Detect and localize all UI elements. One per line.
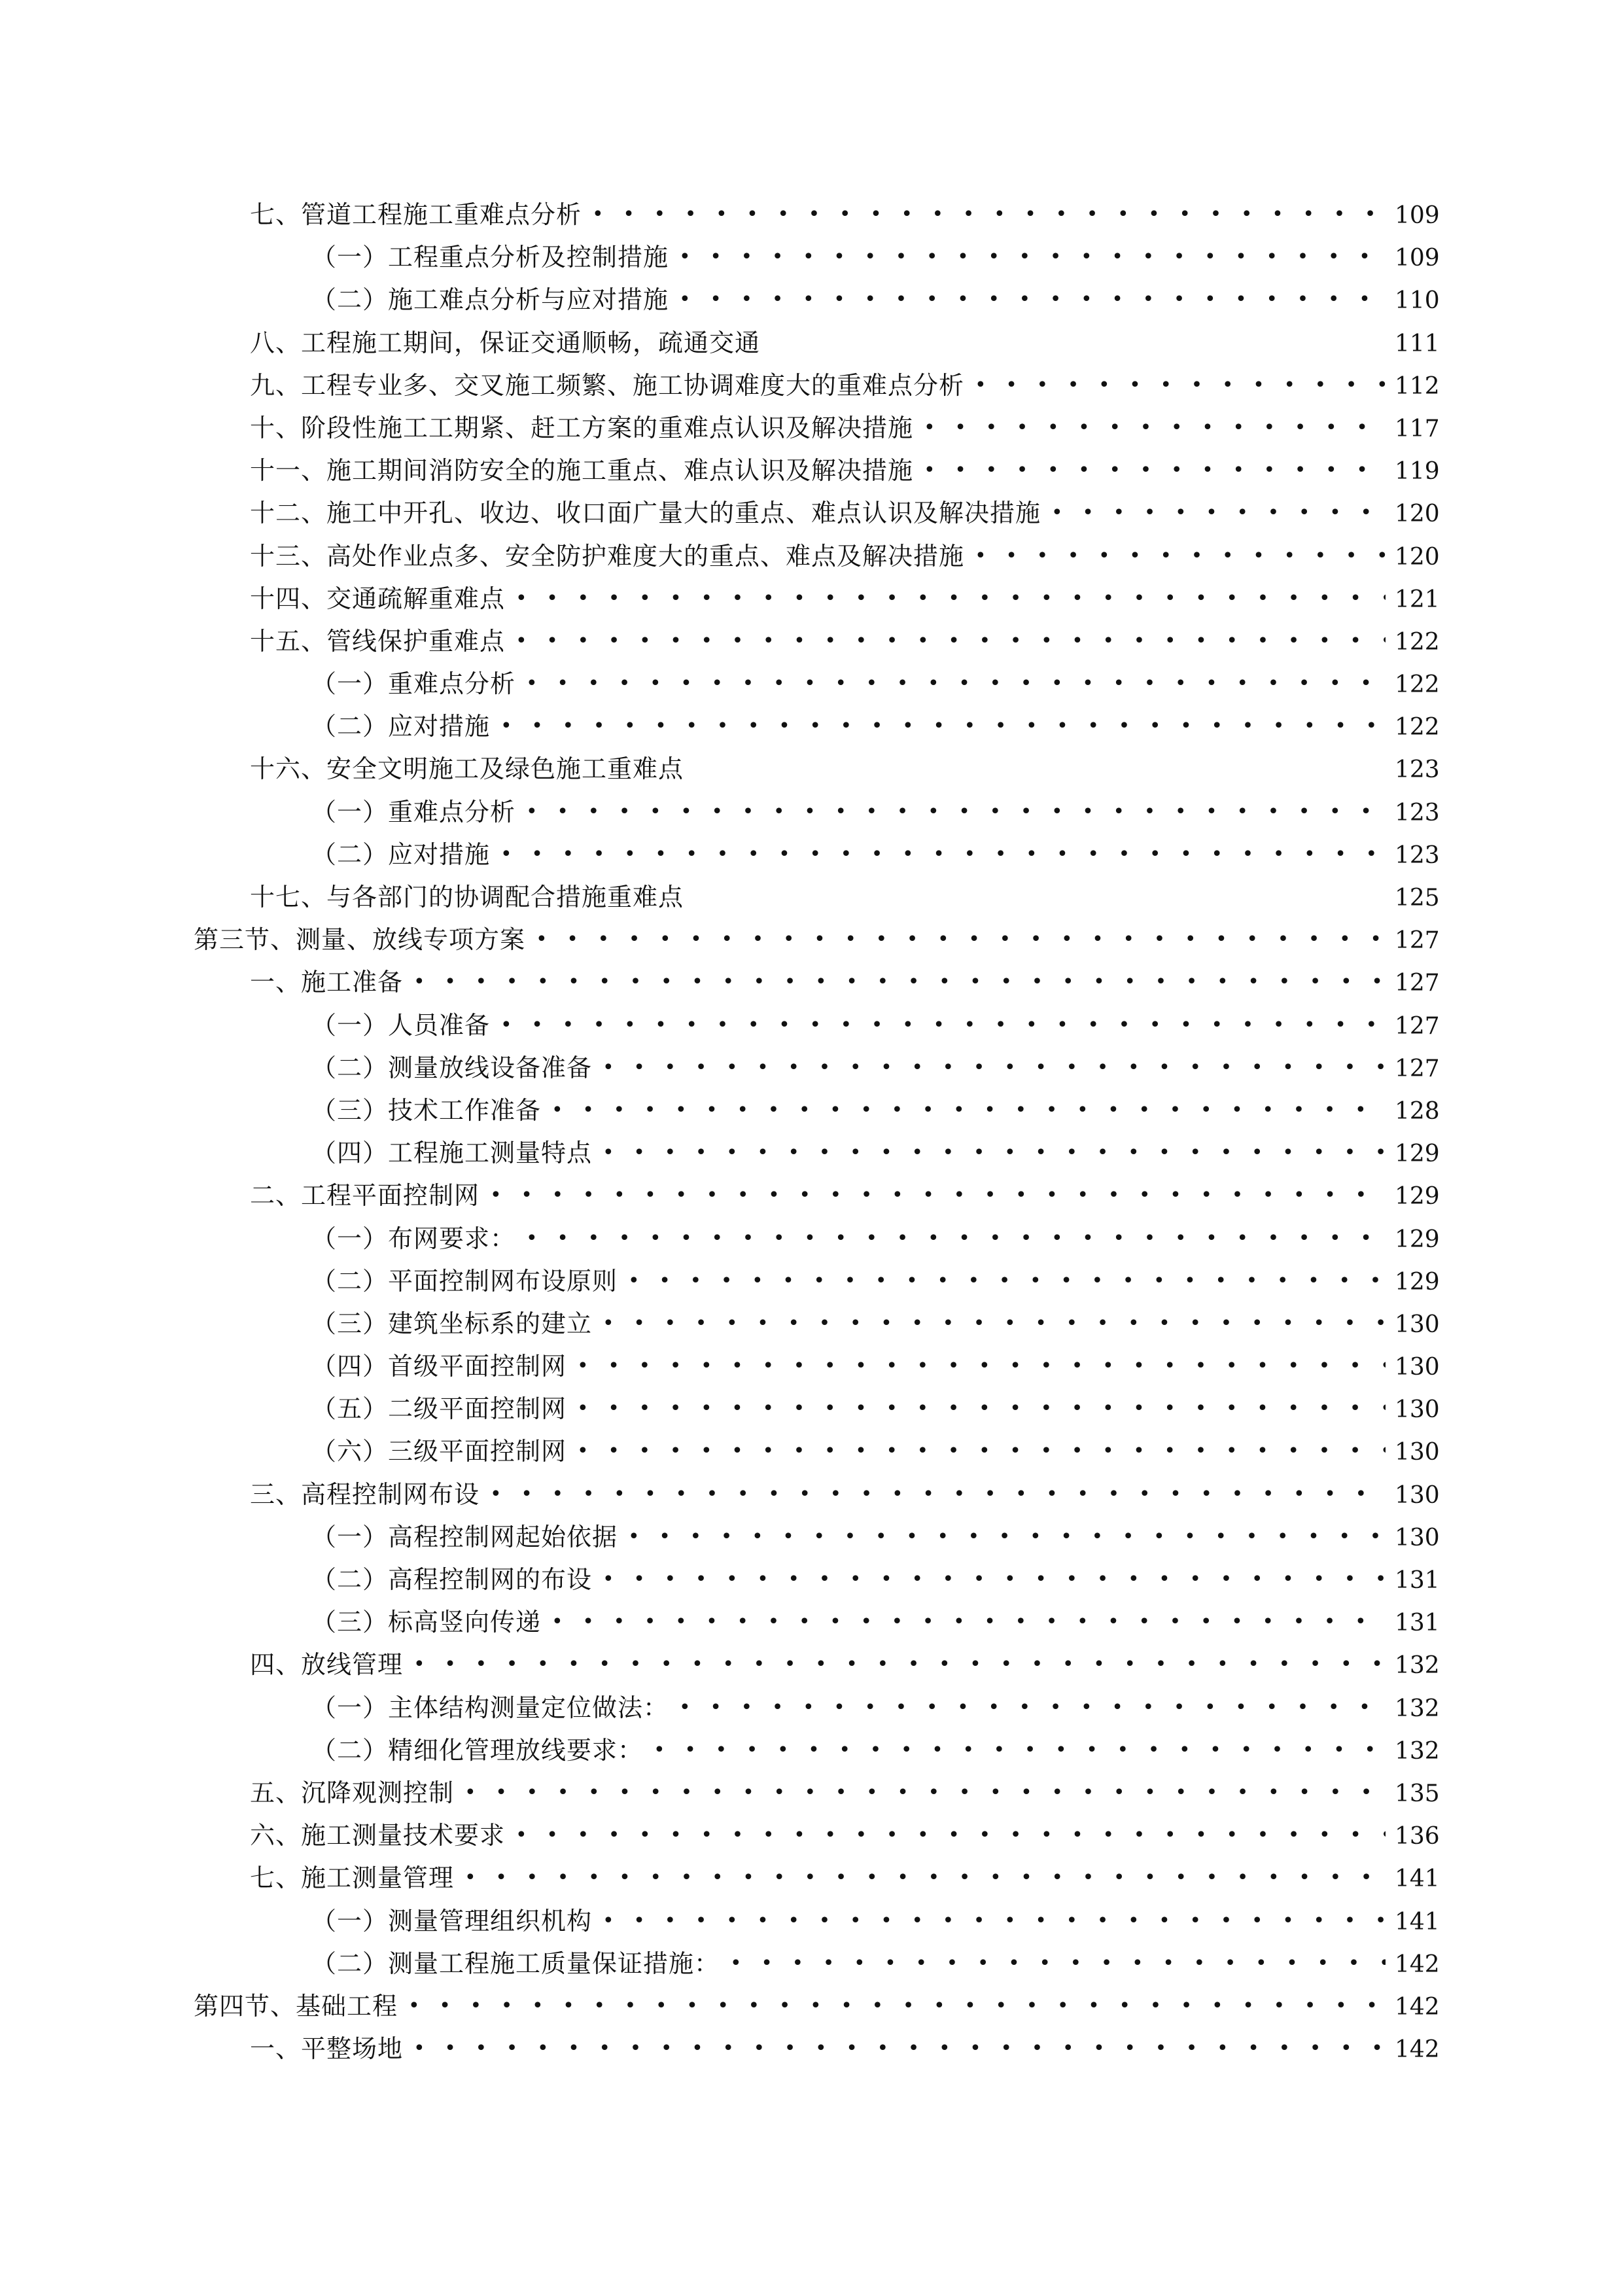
toc-entry-title: （一）工程重点分析及控制措施 <box>311 243 669 272</box>
toc-entry[interactable] <box>194 1004 1440 1047</box>
toc-entry[interactable] <box>194 1089 1440 1132</box>
toc-page-number: 121 <box>1395 586 1440 613</box>
toc-page-number: 117 <box>1395 415 1440 442</box>
toc-entry-title: （二）高程控制网的布设 <box>311 1565 593 1594</box>
toc-page-number: 130 <box>1395 1311 1440 1338</box>
toc-page-number: 119 <box>1395 458 1440 486</box>
toc-dot-leader <box>526 790 1386 833</box>
toc-page-number: 123 <box>1395 841 1440 869</box>
toc-entry[interactable] <box>194 1516 1440 1559</box>
toc-entry[interactable] <box>194 578 1440 620</box>
toc-page-number: 130 <box>1395 1396 1440 1424</box>
toc-entry[interactable] <box>194 1601 1440 1644</box>
toc-dot-leader <box>602 1131 1386 1174</box>
toc-page-number: 136 <box>1395 1823 1440 1850</box>
toc-entry[interactable] <box>194 1345 1440 1388</box>
toc-entry-title: （二）应对措施 <box>311 712 491 741</box>
toc-entry[interactable] <box>194 1218 1440 1260</box>
toc-dot-leader <box>577 1387 1386 1430</box>
toc-entry[interactable] <box>194 1474 1440 1516</box>
toc-entry-title: 十六、安全文明施工及绿色施工重难点 <box>250 754 684 784</box>
toc-page-number: 132 <box>1395 1737 1440 1765</box>
toc-entry-title: （一）主体结构测量定位做法： <box>311 1693 669 1722</box>
toc-entry[interactable] <box>194 1388 1440 1430</box>
toc-entry[interactable] <box>194 1985 1440 2028</box>
toc-dot-leader <box>500 833 1386 875</box>
toc-page-number: 129 <box>1395 1268 1440 1296</box>
toc-entry[interactable] <box>194 492 1440 535</box>
toc-dot-leader <box>1051 491 1386 534</box>
toc-page-number: 127 <box>1395 970 1440 997</box>
toc-entry-title: （四）首级平面控制网 <box>311 1352 567 1381</box>
toc-dot-leader <box>654 1729 1386 1771</box>
toc-page-number: 122 <box>1395 628 1440 656</box>
toc-dot-leader <box>515 577 1386 620</box>
toc-entry-title: 十一、施工期间消防安全的施工重点、难点认识及解决措施 <box>250 456 914 486</box>
toc-page-number: 128 <box>1395 1097 1440 1125</box>
toc-dot-leader <box>526 1217 1386 1260</box>
toc-entry[interactable] <box>194 1047 1440 1089</box>
toc-page-number: 132 <box>1395 1695 1440 1722</box>
toc-entry[interactable] <box>194 1174 1440 1217</box>
toc-dot-leader <box>975 364 1386 406</box>
toc-entry[interactable] <box>194 961 1440 1004</box>
toc-entry[interactable] <box>194 1644 1440 1686</box>
toc-page-number: 109 <box>1395 245 1440 272</box>
toc-dot-leader <box>464 1856 1386 1899</box>
toc-dot-leader <box>679 278 1386 321</box>
toc-entry[interactable] <box>194 1430 1440 1473</box>
toc-dot-leader <box>515 620 1386 662</box>
toc-entry-title: （一）重难点分析 <box>311 797 516 826</box>
toc-dot-leader <box>515 1814 1386 1856</box>
toc-entry-title: 十、阶段性施工工期紧、赶工方案的重难点认识及解决措施 <box>250 413 914 442</box>
toc-entry-title: 一、平整场地 <box>250 2034 404 2064</box>
toc-dot-leader <box>413 2027 1386 2070</box>
toc-entry[interactable] <box>194 1857 1440 1899</box>
toc-entry-title: （二）应对措施 <box>311 839 491 869</box>
toc-page-number: 130 <box>1395 1481 1440 1509</box>
toc-page-number: 141 <box>1395 1908 1440 1935</box>
toc-entry[interactable] <box>194 364 1440 407</box>
toc-page-number: 129 <box>1395 1183 1440 1210</box>
toc-page-number: 142 <box>1395 1993 1440 2021</box>
toc-entry-title: 八、工程施工期间，保证交通顺畅，疏通交通 <box>250 328 761 357</box>
toc-entry[interactable] <box>194 407 1440 450</box>
toc-page-number: 131 <box>1395 1610 1440 1637</box>
toc-entry-title: 十二、施工中开孔、收边、收口面广量大的重点、难点认识及解决措施 <box>250 499 1041 528</box>
toc-entry-title: 十四、交通疏解重难点 <box>250 584 506 613</box>
toc-entry[interactable] <box>194 1132 1440 1174</box>
toc-entry-title: 四、放线管理 <box>250 1650 404 1680</box>
toc-entry-title: 十七、与各部门的协调配合措施重难点 <box>250 883 684 911</box>
toc-page-number: 125 <box>1395 885 1440 911</box>
toc-dot-leader <box>464 1771 1386 1814</box>
toc-entry[interactable] <box>194 322 1440 364</box>
toc-dot-leader <box>413 1643 1386 1686</box>
toc-entry[interactable] <box>194 1772 1440 1814</box>
toc-dot-leader <box>602 1558 1386 1600</box>
toc-dot-leader <box>924 449 1386 491</box>
toc-entry-title: 六、施工测量技术要求 <box>250 1821 506 1850</box>
toc-dot-leader <box>602 1899 1386 1942</box>
toc-dot-leader <box>577 1345 1386 1387</box>
toc-page-number: 132 <box>1395 1652 1440 1680</box>
toc-entry[interactable] <box>194 279 1440 321</box>
toc-page-number: 110 <box>1395 287 1440 315</box>
toc-entry-title: （三）标高竖向传递 <box>311 1608 542 1637</box>
toc-entry-title: （二）平面控制网布设原则 <box>311 1266 618 1296</box>
table-of-contents <box>194 194 1440 2070</box>
toc-page-number: 142 <box>1395 1951 1440 1978</box>
toc-page-number: 130 <box>1395 1354 1440 1381</box>
toc-entry-title: （三）建筑坐标系的建立 <box>311 1309 593 1338</box>
toc-page-number: 120 <box>1395 501 1440 528</box>
toc-entry-title: （一）人员准备 <box>311 1010 491 1040</box>
toc-dot-leader <box>628 1260 1386 1302</box>
toc-page-number: 122 <box>1395 714 1440 741</box>
toc-entry-title: （四）工程施工测量特点 <box>311 1139 593 1168</box>
toc-dot-leader <box>413 961 1386 1003</box>
toc-entry-title: （二）施工难点分析与应对措施 <box>311 285 669 315</box>
toc-dot-leader <box>490 1473 1386 1515</box>
toc-page-number: 127 <box>1395 1055 1440 1082</box>
toc-page-number: 109 <box>1395 202 1440 229</box>
toc-page-number: 130 <box>1395 1524 1440 1551</box>
toc-dot-leader <box>526 662 1386 705</box>
toc-page-number: 127 <box>1395 927 1440 955</box>
toc-entry-title: （二）测量工程施工质量保证措施： <box>311 1949 720 1978</box>
toc-page-number: 120 <box>1395 543 1440 571</box>
toc-dot-leader <box>536 918 1386 961</box>
toc-entry-title: （一）高程控制网起始依据 <box>311 1522 618 1551</box>
toc-dot-leader <box>602 1302 1386 1345</box>
toc-entry-title: 七、施工测量管理 <box>250 1863 455 1893</box>
toc-entry[interactable] <box>194 1900 1440 1943</box>
toc-page-number: 130 <box>1395 1439 1440 1466</box>
toc-entry-title: 十五、管线保护重难点 <box>250 626 506 656</box>
toc-entry[interactable] <box>194 876 1440 919</box>
toc-entry-title: （二）精细化管理放线要求： <box>311 1735 644 1765</box>
toc-page-number: 131 <box>1395 1567 1440 1594</box>
toc-dot-leader <box>628 1515 1386 1558</box>
toc-dot-leader <box>551 1089 1386 1131</box>
toc-entry-title: 三、高程控制网布设 <box>250 1479 480 1509</box>
toc-dot-leader <box>551 1600 1386 1643</box>
toc-entry[interactable] <box>194 620 1440 663</box>
toc-dot-leader <box>592 193 1386 236</box>
toc-entry-title: （二）测量放线设备准备 <box>311 1053 593 1082</box>
toc-entry-title: （一）测量管理组织机构 <box>311 1906 593 1935</box>
toc-entry-title: （三）技术工作准备 <box>311 1095 542 1125</box>
toc-entry-title: （五）二级平面控制网 <box>311 1394 567 1424</box>
toc-dot-leader <box>500 1004 1386 1046</box>
toc-entry[interactable] <box>194 919 1440 961</box>
toc-entry-title: 十三、高处作业点多、安全防护难度大的重点、难点及解决措施 <box>250 541 965 571</box>
toc-page-number: 129 <box>1395 1140 1440 1168</box>
toc-page-number: 111 <box>1395 330 1440 357</box>
toc-entry[interactable] <box>194 450 1440 492</box>
toc-entry-title: 一、施工准备 <box>250 968 404 997</box>
toc-page-number: 142 <box>1395 2036 1440 2064</box>
toc-page-number: 122 <box>1395 671 1440 699</box>
toc-entry[interactable] <box>194 2028 1440 2070</box>
toc-entry-title: （一）布网要求： <box>311 1224 516 1253</box>
toc-entry[interactable] <box>194 1260 1440 1303</box>
toc-entry[interactable] <box>194 236 1440 279</box>
toc-page-number: 123 <box>1395 756 1440 784</box>
toc-entry-title: （一）重难点分析 <box>311 669 516 699</box>
toc-entry-title: 七、管道工程施工重难点分析 <box>250 200 582 229</box>
toc-entry[interactable] <box>194 663 1440 705</box>
toc-entry-title: 二、工程平面控制网 <box>250 1181 480 1210</box>
toc-page-number: 112 <box>1395 372 1440 400</box>
toc-dot-leader <box>577 1430 1386 1472</box>
toc-entry[interactable] <box>194 791 1440 834</box>
toc-page-number: 123 <box>1395 799 1440 826</box>
toc-dot-leader <box>679 236 1386 278</box>
toc-page-number: 127 <box>1395 1012 1440 1040</box>
toc-entry-title: 第四节、基础工程 <box>194 1991 398 2021</box>
toc-entry[interactable] <box>194 748 1440 790</box>
toc-dot-leader <box>602 1046 1386 1089</box>
toc-dot-leader <box>975 535 1386 577</box>
toc-entry[interactable] <box>194 1303 1440 1345</box>
toc-page-number: 135 <box>1395 1780 1440 1807</box>
toc-entry-title: 第三节、测量、放线专项方案 <box>194 925 526 955</box>
toc-entry-title: （六）三级平面控制网 <box>311 1437 567 1466</box>
toc-entry[interactable] <box>194 1559 1440 1601</box>
toc-entry[interactable] <box>194 535 1440 578</box>
toc-entry-title: 九、工程专业多、交叉施工频繁、施工协调难度大的重难点分析 <box>250 370 965 400</box>
toc-dot-leader <box>730 1942 1386 1985</box>
toc-dot-leader <box>679 1686 1386 1729</box>
toc-entry[interactable] <box>194 1687 1440 1729</box>
toc-entry[interactable] <box>194 705 1440 748</box>
toc-dot-leader <box>500 705 1386 747</box>
toc-dot-leader <box>408 1985 1386 2027</box>
toc-entry[interactable] <box>194 1943 1440 1985</box>
toc-page-number: 141 <box>1395 1865 1440 1893</box>
toc-entry-title: 五、沉降观测控制 <box>250 1778 455 1807</box>
toc-dot-leader <box>490 1174 1386 1216</box>
toc-entry[interactable] <box>194 1729 1440 1772</box>
toc-dot-leader <box>924 406 1386 449</box>
toc-entry[interactable] <box>194 194 1440 236</box>
toc-entry[interactable] <box>194 834 1440 876</box>
toc-page-number: 129 <box>1395 1226 1440 1253</box>
toc-entry[interactable] <box>194 1814 1440 1857</box>
